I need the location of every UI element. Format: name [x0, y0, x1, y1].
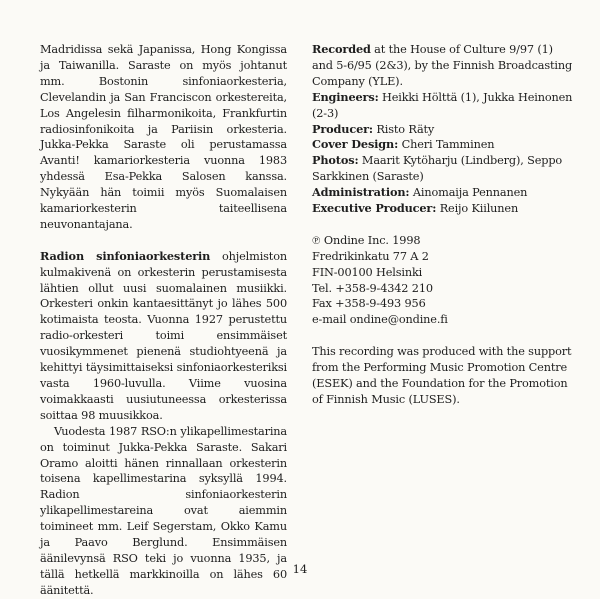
- credit-label: Executive Producer:: [312, 201, 437, 216]
- credit-value: Maarit Kytöharju (Lindberg), Seppo Sarkkinen (Saraste): [312, 154, 563, 184]
- rso-text: ohjelmiston kulmakivenä on orkesterin perustamisesta lähtien ollut uusi suomalainen musiikki. Orkesteri onkin kantaesittänyt jo lähes 500 kotimaista teosta. Vuonna 1927 perustettu radio-orkesteri toimi ensimmäiset vuosikymmenet pienenä studiohtyeenä ja kehittyi täysimittaiseksi sinfoniaorkesteriksi vasta 1960-luvulla. Viime vuosina voimakkaasti uusiutuneessa orkesterissa soittaa 98 muusikkoa.: [40, 249, 287, 422]
- support-note: This recording was produced with the support from the Performing Music Promotion Centre (ESEK) and the Foundation for the Promotion of Finnish Music (LUSES).: [312, 345, 572, 406]
- credit-photos: [312, 153, 574, 185]
- left-column: [40, 42, 287, 599]
- credit-label: Producer:: [312, 121, 373, 136]
- paragraph-saraste: Madridissa sekä Japanissa, Hong Kongissa ja Taiwanilla. Saraste on myös johtanut mm. Bostonin sinfoniaorkesteria, Clevelandin ja San Franciscon orkestereita, Los Angelesin filharmonikoita, Frankfurtin radiosinfonikoita ja Pariisin orkesteria. Jukka-Pekka Saraste oli perustamassa Avanti! kamariorkesteria vuonna 1983 yhdessä Esa-Pekka Salosen kanssa. Nykyään hän toimii myös Suomalaisen kamariorkesterin taiteellisena neuvonantajana.: [40, 43, 287, 231]
- phone-line: Tel. +358-9-4342 210: [312, 281, 433, 295]
- credit-label: Photos:: [312, 153, 359, 168]
- email-line: e-mail ondine@ondine.fi: [312, 313, 448, 327]
- city-line: FIN-00100 Helsinki: [312, 265, 423, 279]
- copyright-line: ℗ Ondine Inc. 1998: [312, 233, 421, 247]
- credit-executive-producer: [312, 201, 574, 217]
- paragraph-rso: [40, 249, 287, 424]
- credit-recorded: [312, 42, 574, 90]
- rso-heading: Radion sinfoniaorkesterin: [40, 248, 211, 263]
- paragraph-conductors: Vuodesta 1987 RSO:n ylikapellimestarina on toiminut Jukka-Pekka Saraste. Sakari Oramo aloitti hänen rinnallaan orkesterin toisena kapellimestarina syksyllä 1994. Radion sinfoniaorkesterin ylikapellimestareina ovat aiemmin toimineet mm. Leif Segerstam, Okko Kamu ja Paavo Berglund. Ensimmäisen äänilevynsä RSO teki jo vuonna 1935, ja tällä hetkellä markkinoilla on lähes 60 äänitettä.: [40, 424, 287, 597]
- credit-label: Administration:: [312, 185, 410, 200]
- credit-engineers: [312, 90, 574, 122]
- credit-label: Recorded: [312, 42, 371, 56]
- credit-value: Reijo Kiilunen: [436, 202, 519, 216]
- credit-value: Ainomaija Pennanen: [409, 186, 528, 200]
- credit-value: Heikki Hölttä (1), Jukka Heinonen (2-3): [312, 90, 573, 120]
- fax-line: Fax +358-9-493 956: [312, 297, 426, 311]
- right-column: [312, 42, 574, 408]
- page-number: 14: [292, 562, 308, 576]
- credit-administration: [312, 185, 574, 201]
- credit-cover-design: [312, 137, 574, 153]
- credits-block: [312, 42, 574, 217]
- address-block: [312, 233, 574, 328]
- credit-producer: [312, 122, 574, 138]
- credit-value: Risto Räty: [372, 122, 435, 136]
- street-line: Fredrikinkatu 77 A 2: [312, 249, 429, 263]
- credit-value: at the House of Culture 9/97 (1) and 5-6/95 (2&3), by the Finnish Broadcasting Company (YLE).: [312, 43, 573, 88]
- credit-label: Cover Design:: [312, 137, 399, 152]
- credit-label: Engineers:: [312, 89, 379, 104]
- credit-value: Cheri Tamminen: [398, 138, 495, 152]
